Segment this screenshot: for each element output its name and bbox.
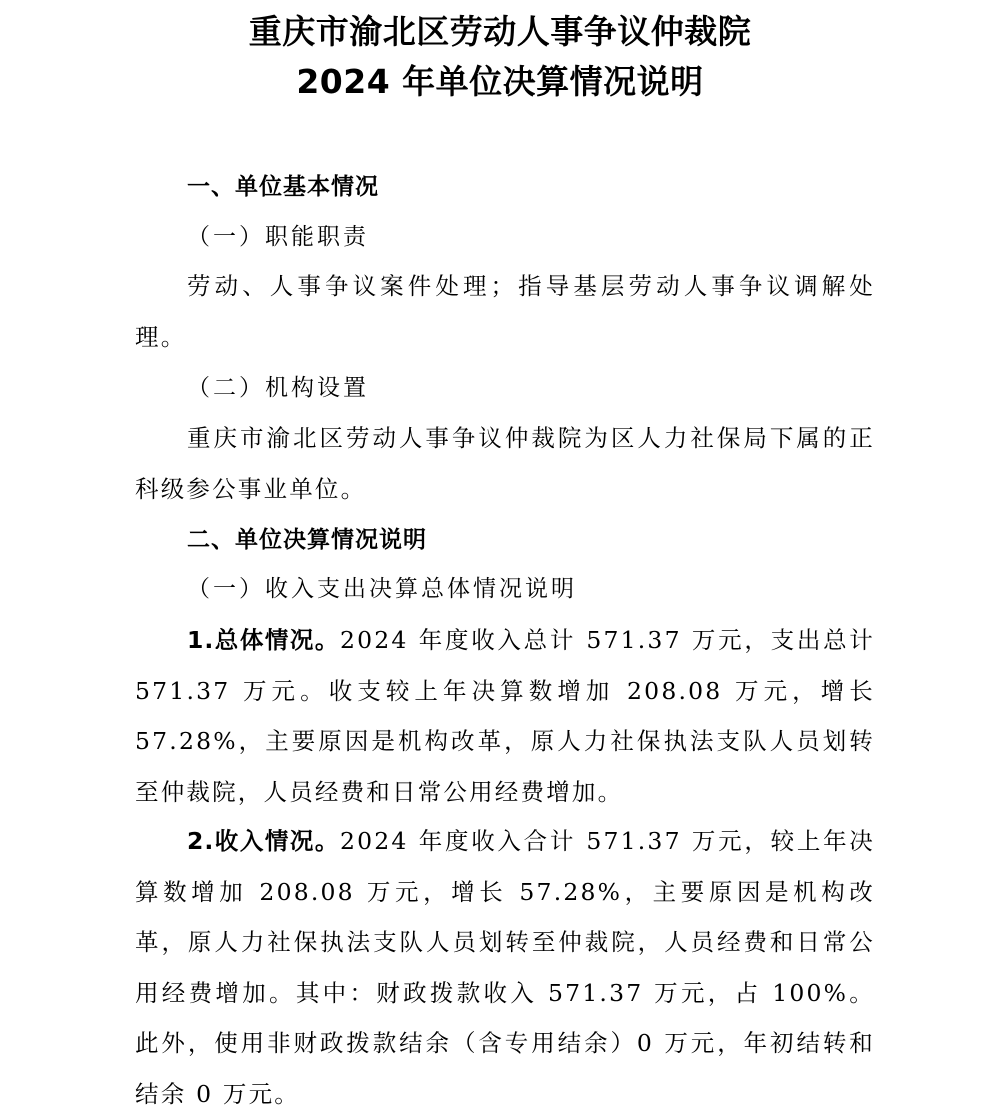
section1-sub2-heading: （二）机构设置 <box>187 375 369 401</box>
section1-sub1-heading: （一）职能职责 <box>187 224 369 250</box>
income-situation-paragraph <box>135 816 875 1119</box>
income-situation-label: 2.收入情况。 <box>187 827 340 855</box>
document-title-line1: 重庆市渝北区劳动人事争议仲裁院 <box>248 12 752 51</box>
section2-heading: 二、单位决算情况说明 <box>187 527 427 553</box>
overall-situation-label: 1.总体情况。 <box>187 626 340 654</box>
section1-sub1-paragraph: 劳动、人事争议案件处理；指导基层劳动人事争议调解处理。 <box>135 272 875 351</box>
income-situation-text: 2024 年度收入合计 571.37 万元，较上年决算数增加 208.08 万元，增长 57.28%，主要原因是机构改革，原人力社保执法支队人员划转至仲裁院，人员经费和日常公用经费增加。其中：财政拨款收入 571.37 万元，占 100%。此外，使用非财政拨款结余（含专用结余）0 万元，年初结转和结余 0 万元。 <box>135 827 875 1108</box>
section1-sub2-paragraph: 重庆市渝北区劳动人事争议仲裁院为区人力社保局下属的正科级参公事业单位。 <box>135 424 875 503</box>
overall-situation-text: 2024 年度收入总计 571.37 万元，支出总计 571.37 万元。收支较上年决算数增加 208.08 万元，增长 57.28%，主要原因是机构改革，原人力社保执法支队人员划转至仲裁院，人员经费和日常公用经费增加。 <box>135 626 875 806</box>
document-title-line2: 2024 年单位决算情况说明 <box>296 62 704 101</box>
section1-heading: 一、单位基本情况 <box>187 174 379 200</box>
overall-situation-paragraph <box>135 615 875 817</box>
section2-sub1-heading: （一）收入支出决算总体情况说明 <box>187 576 577 602</box>
